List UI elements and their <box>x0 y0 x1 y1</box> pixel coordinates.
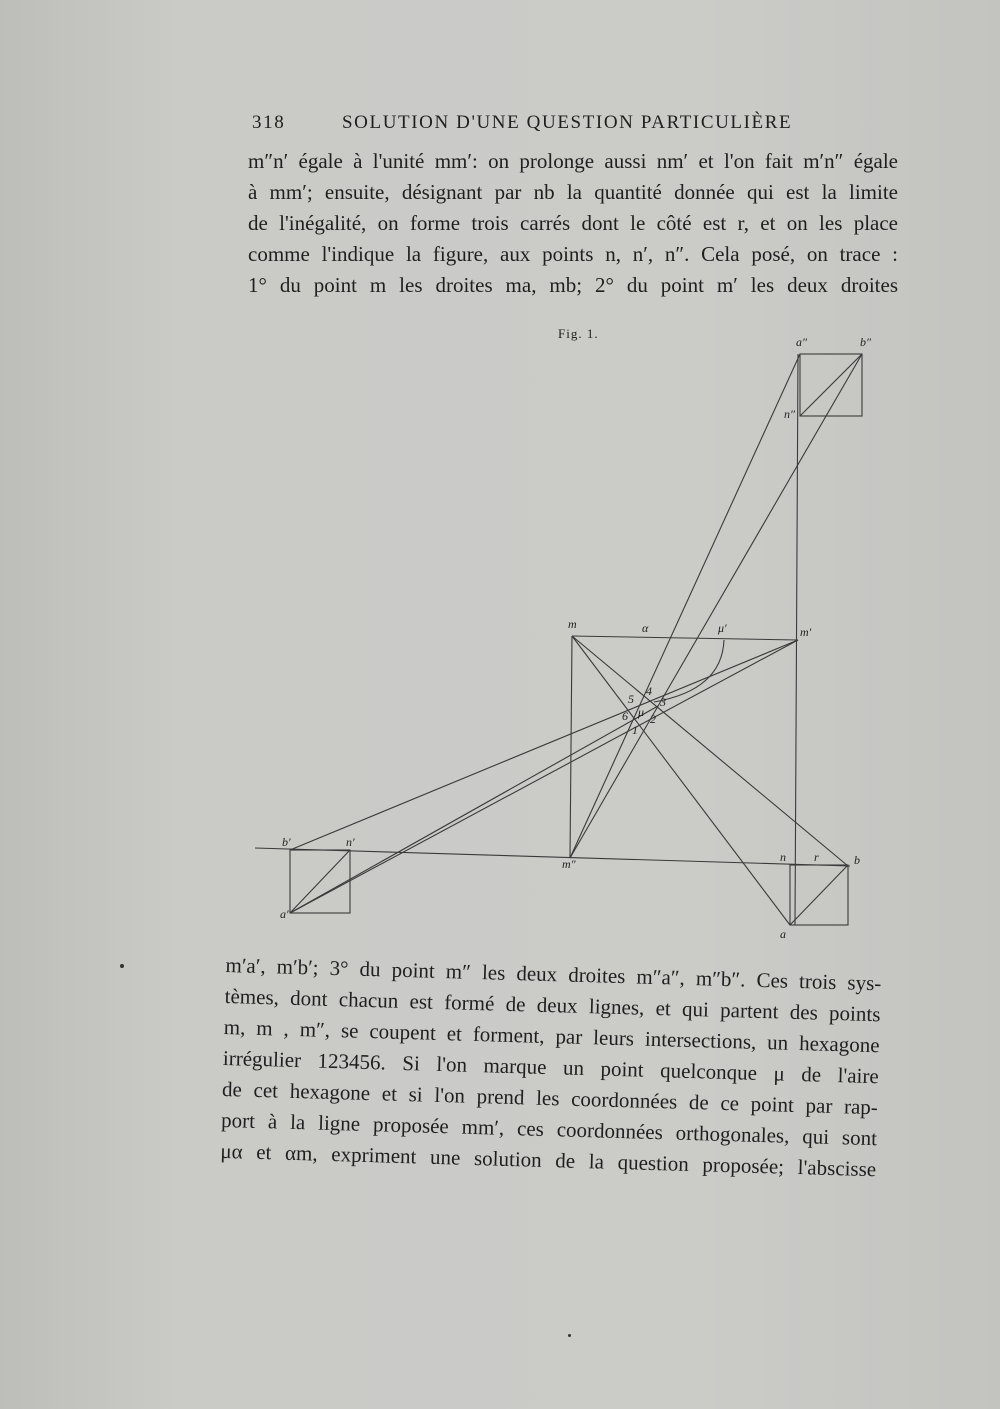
text-line: m″n′ égale à l'unité mm′: on prolonge aussi nm′ et l'on fait m′n″ égale <box>248 149 898 173</box>
line-m2-a2 <box>570 354 800 858</box>
line-m2-b2 <box>570 354 862 858</box>
label-b: b <box>854 853 860 867</box>
text-line: μα et αm, expriment une solution de la question proposée; l'abscisse <box>220 1138 877 1182</box>
text-line: m′a′, m′b′; 3° du point m″ les deux droites m″a″, m″b″. Ces trois sys- <box>225 952 882 996</box>
label-m1: m′ <box>800 625 812 639</box>
label-h1: 1 <box>632 723 638 737</box>
label-b1: b′ <box>282 835 291 849</box>
label-h2: 2 <box>650 712 656 726</box>
label-n2: n″ <box>784 407 795 421</box>
geometric-figure <box>240 318 900 948</box>
line-m-a <box>572 636 790 925</box>
text-line: à mm′; ensuite, désignant par nb la quantité donnée qui est la limite <box>248 180 898 204</box>
line-a1-upper <box>290 706 658 913</box>
text-line: de l'inégalité, on forme trois carrés dont le côté est r, et on les place <box>248 211 898 235</box>
label-h4: 4 <box>646 684 652 698</box>
label-h6: 6 <box>622 709 628 723</box>
line-m1-b1 <box>290 640 798 850</box>
baseline <box>255 848 850 866</box>
label-mu: μ <box>638 705 645 719</box>
text-line: 1° du point m les droites ma, mb; 2° du point m′ les deux droites <box>248 273 898 297</box>
text-line: irrégulier 123456. Si l'on marque un point quelconque μ de l'aire <box>222 1045 880 1089</box>
label-m: m <box>568 617 577 631</box>
label-a1: a′ <box>280 907 289 921</box>
label-b2: b″ <box>860 335 871 349</box>
text-line: m, m , m″, se coupent et forment, par leurs intersections, un hexagone <box>223 1014 880 1058</box>
line-m-m2 <box>570 636 572 858</box>
label-n: n <box>780 850 786 864</box>
label-n1: n′ <box>346 835 355 849</box>
label-h5: 5 <box>628 692 634 706</box>
paragraph-top <box>248 146 898 301</box>
line-m-b <box>572 636 848 866</box>
ink-speck <box>120 964 124 968</box>
running-title: SOLUTION D'UNE QUESTION PARTICULIÈRE <box>342 112 793 133</box>
diag-right-square <box>790 865 848 925</box>
diag-left-square <box>290 850 350 913</box>
line-m1-a1 <box>290 640 798 913</box>
label-r: r <box>814 850 819 864</box>
text-line: port à la ligne proposée mm′, ces coordonnées orthogonales, qui sont <box>220 1107 878 1151</box>
arc-mu <box>654 640 724 702</box>
text-line: comme l'indique la figure, aux points n, n′, n″. Cela posé, on trace : <box>248 242 898 266</box>
label-a: a <box>780 927 786 941</box>
text-line: tèmes, dont chacun est formé de deux lignes, et qui partent des points <box>224 983 881 1027</box>
text-line: de cet hexagone et si l'on prend les coordonnées de ce point par rap- <box>221 1076 879 1120</box>
figure-caption: Fig. 1. <box>558 326 599 341</box>
label-h3: 3 <box>660 695 666 709</box>
ink-speck <box>568 1334 571 1337</box>
page-header <box>252 112 882 146</box>
paragraph-bottom <box>220 950 882 1185</box>
label-m2: m″ <box>562 857 576 871</box>
label-a2: a″ <box>796 335 807 349</box>
label-alpha: α <box>642 621 649 635</box>
label-mu1: μ′ <box>718 621 727 635</box>
page-number: 318 <box>252 112 286 133</box>
line-m-m1 <box>572 636 798 640</box>
